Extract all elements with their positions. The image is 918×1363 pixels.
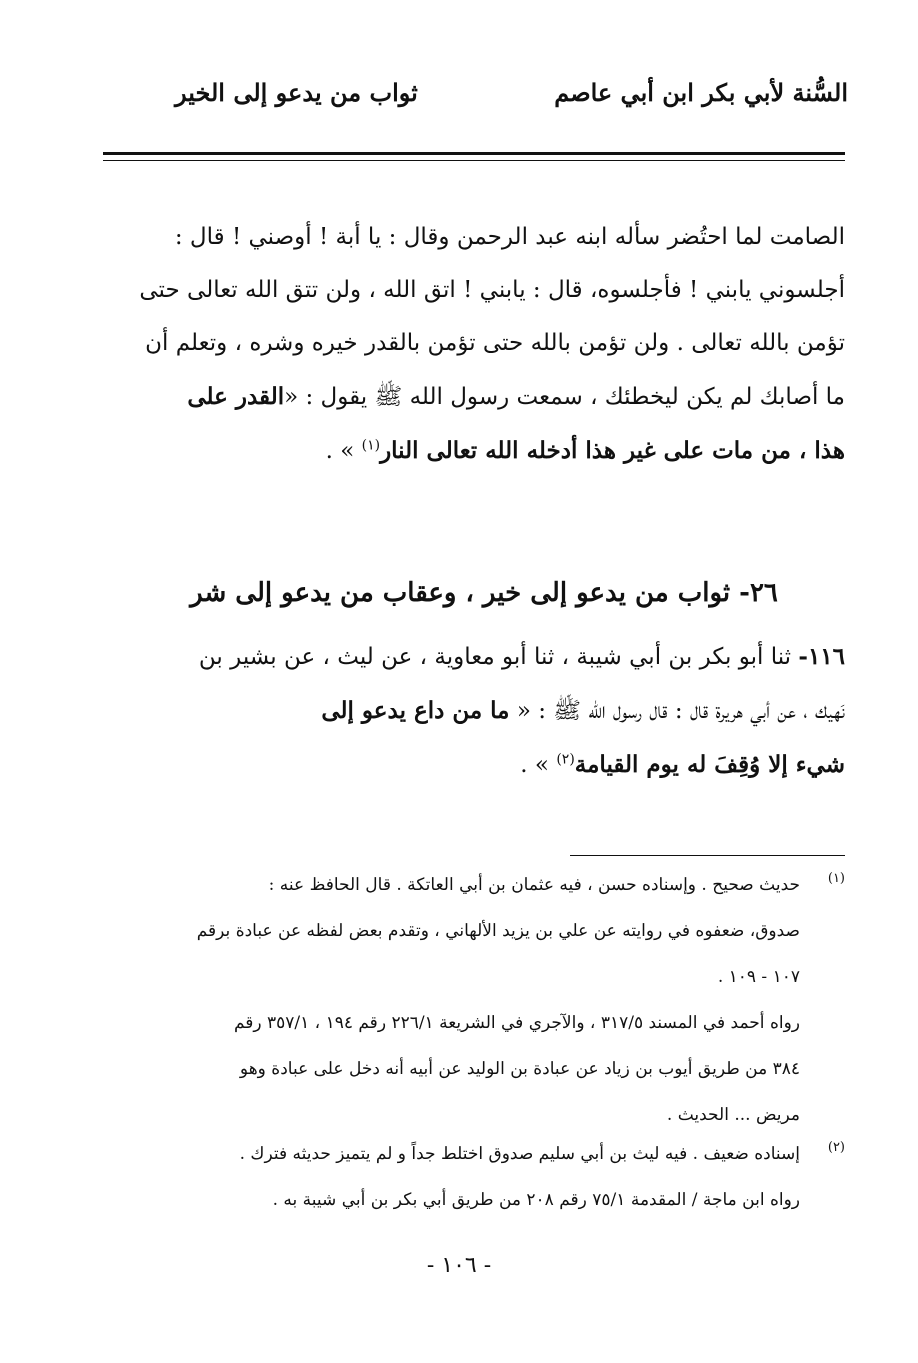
text-bold: شيء إلا وُقِفَ له يوم القيامة — [574, 751, 845, 778]
footnote-line: ٣٨٤ من طريق أيوب بن زياد عن عبادة بن الوليد عن أبيه أنه دخل على عبادة وهو — [239, 1059, 800, 1079]
text-bold: ما من داع يدعو إلى — [321, 697, 510, 724]
text-plain: ما أصابك لم يكن ليخطئك ، سمعت رسول الله ﷺ يقول : « — [284, 384, 845, 410]
hadith-paragraph — [103, 630, 845, 792]
text-bold: هذا ، من مات على غير هذا أدخله الله تعالى النار — [380, 437, 845, 464]
footnote-line: ١٠٧ - ١٠٩ . — [717, 967, 800, 987]
text-line — [103, 424, 845, 478]
footnote-line: صدوق، ضعفوه في روايته عن علي بن يزيد الألهاني ، وتقدم بعض لفظه عن عبادة برقم — [196, 921, 800, 941]
footnote-separator — [570, 855, 845, 856]
header-rule-thick — [103, 152, 845, 155]
footnote-row — [103, 862, 845, 1138]
text-plain: نَهيك ، عن أبي هريرة قال : قال رسول الله ﷺ : « — [509, 698, 845, 724]
footnote-line: حديث صحيح . وإسناده حسن ، فيه عثمان بن أبي العاتكة . قال الحافظ عنه : — [268, 875, 800, 895]
footnote-text — [103, 862, 800, 1138]
text-plain: » . — [325, 438, 362, 464]
footnote-number: (١) — [827, 871, 845, 886]
running-header-book-title: السُّنة لأبي بكر ابن أبي عاصم — [554, 78, 848, 107]
footnote-ref[interactable]: (١) — [361, 437, 381, 454]
main-text-paragraph — [103, 211, 845, 478]
header-rule-thin — [103, 160, 845, 161]
page-number: - ١٠٦ - — [426, 1253, 492, 1278]
section-heading: ٢٦- ثواب من يدعو إلى خير ، وعقاب من يدعو إلى شر — [190, 578, 778, 608]
footnote-line: إسناده ضعيف . فيه ليث بن أبي سليم صدوق اختلط جداً و لم يتميز حديثه فترك . — [239, 1144, 800, 1164]
text-line — [103, 370, 845, 424]
footnote-text — [103, 1131, 800, 1223]
text-line — [103, 630, 845, 684]
footnote-line: رواه ابن ماجة / المقدمة ٧٥/١ رقم ٢٠٨ من طريق أبي بكر بن أبي شيبة به . — [272, 1190, 800, 1210]
footnote-row — [103, 1131, 845, 1223]
hadith-number: ١١٦- — [798, 643, 845, 670]
text-line: تؤمن بالله تعالى . ولن تؤمن بالله حتى تؤمن بالقدر خيره وشره ، وتعلم أن — [145, 330, 845, 356]
text-plain: ثنا أبو بكر بن أبي شيبة ، ثنا أبو معاوية ، عن ليث ، عن بشير بن — [198, 644, 799, 670]
text-bold: القدر على — [187, 383, 285, 410]
footnote-line: رواه أحمد في المسند ٣١٧/٥ ، والآجري في الشريعة ٢٢٦/١ رقم ١٩٤ ، ٣٥٧/١ رقم — [233, 1013, 800, 1033]
running-header-chapter-title: ثواب من يدعو إلى الخير — [175, 78, 418, 107]
text-line — [103, 738, 845, 792]
text-line — [103, 684, 845, 738]
text-plain: » . — [520, 752, 557, 778]
text-line: الصامت لما احتُضر سأله ابنه عبد الرحمن وقال : يا أبة ! أوصني ! قال : — [174, 224, 845, 250]
footnote-number: (٢) — [827, 1140, 845, 1155]
footnote — [103, 862, 845, 1138]
text-line: أجلسوني يابني ! فأجلسوه، قال : يابني ! اتق الله ، ولن تتق الله تعالى حتى — [139, 277, 845, 303]
footnote-ref[interactable]: (٢) — [556, 751, 575, 768]
footnote — [103, 1131, 845, 1223]
footnote-line: مريض ... الحديث . — [666, 1105, 800, 1125]
